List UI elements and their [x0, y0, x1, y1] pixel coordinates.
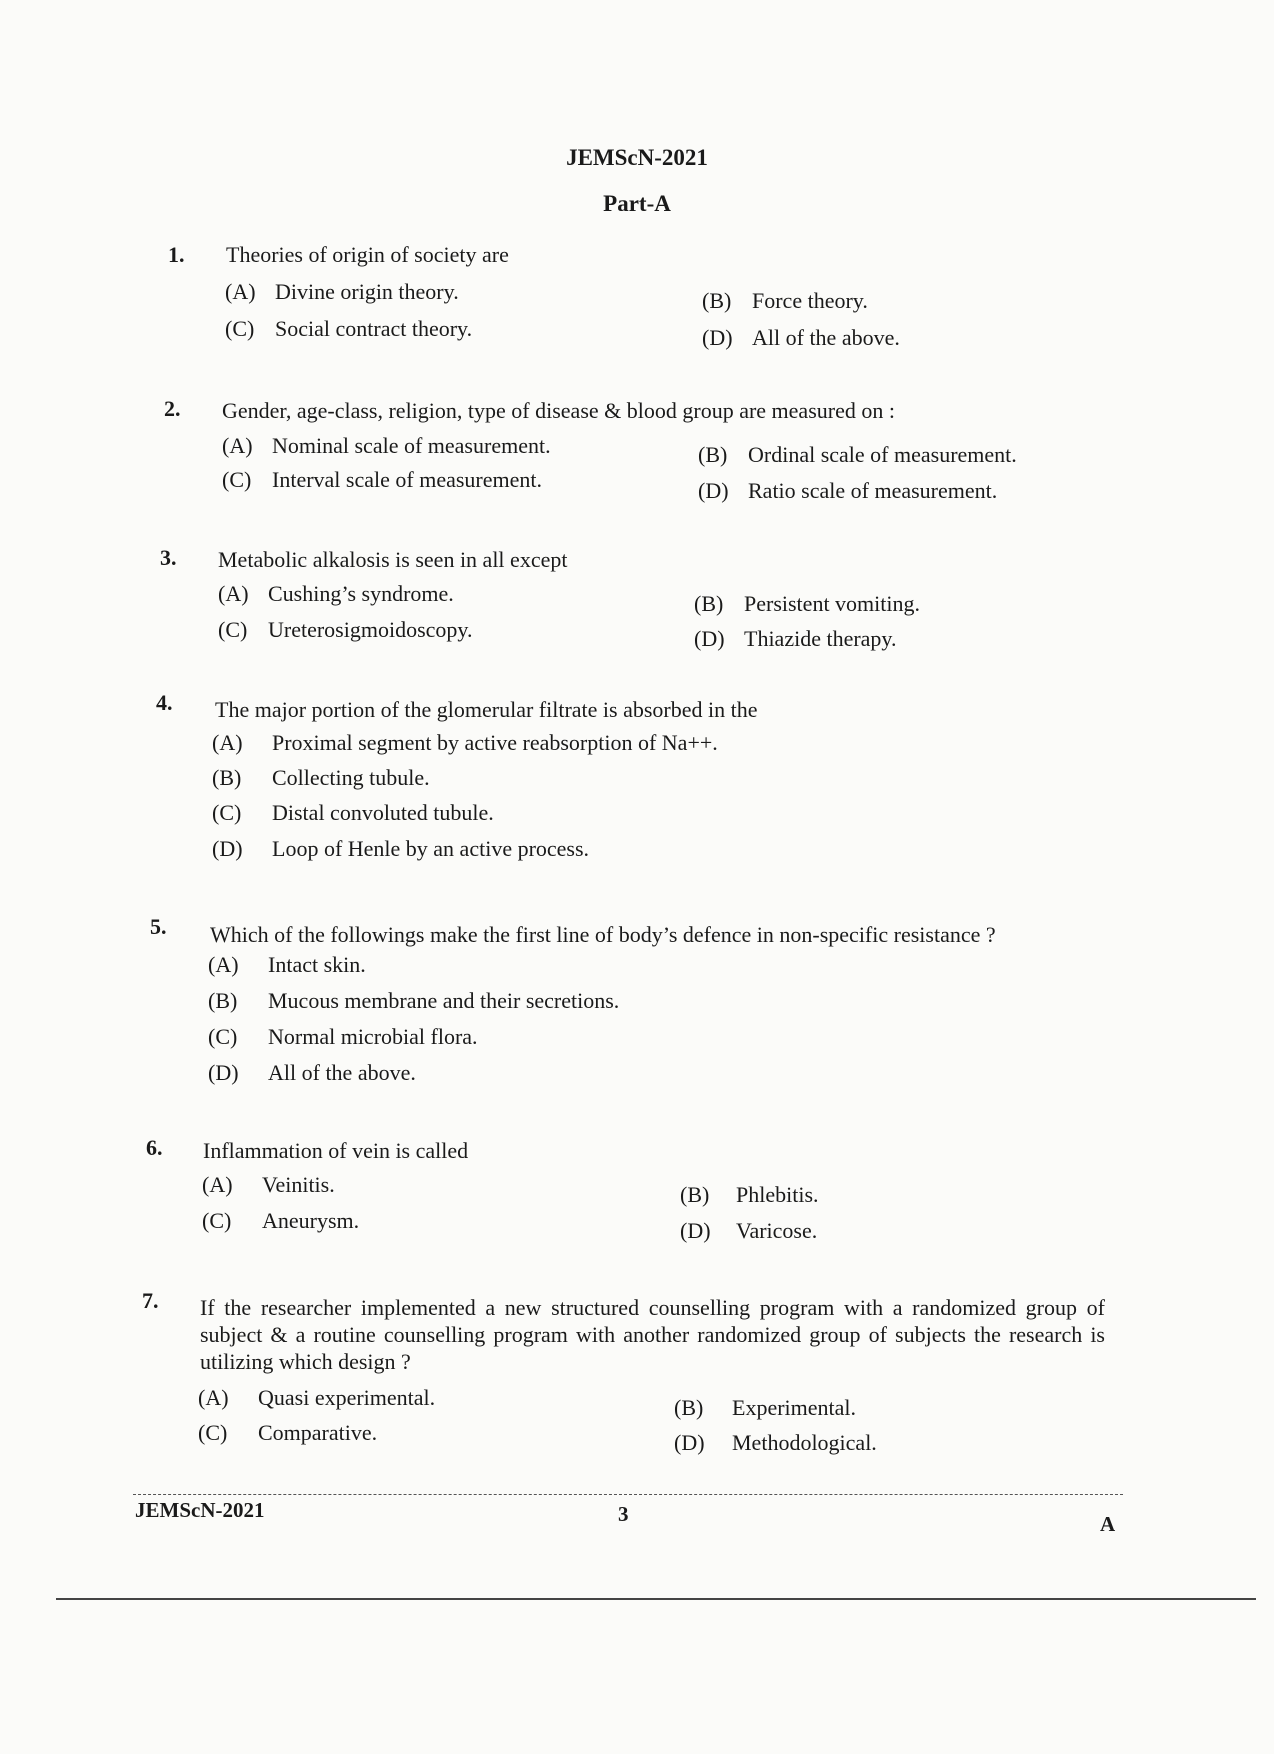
- option-b: [680, 1182, 819, 1208]
- option-a: [212, 730, 718, 756]
- option-b: [208, 988, 619, 1014]
- option-label: (A): [208, 952, 239, 977]
- option-text: Mucous membrane and their secretions.: [268, 988, 620, 1013]
- option-d: [694, 626, 897, 652]
- question-number: 6.: [146, 1135, 163, 1160]
- option-text: Quasi experimental.: [258, 1385, 436, 1410]
- question-number: 7.: [142, 1288, 159, 1313]
- option-text: Persistent vomiting.: [744, 591, 920, 616]
- option-label: (B): [680, 1182, 710, 1207]
- option-text: Social contract theory.: [275, 316, 473, 341]
- option-label: (A): [222, 433, 253, 458]
- question-text: The major portion of the glomerular filtrate is absorbed in the: [215, 697, 758, 722]
- option-d: [674, 1430, 877, 1456]
- option-b: [702, 288, 868, 314]
- question-number: 1.: [168, 242, 185, 267]
- option-label: (C): [198, 1420, 228, 1445]
- option-a: [225, 279, 459, 305]
- option-label: (C): [218, 617, 248, 642]
- option-label: (A): [225, 279, 256, 304]
- booklet-set: A: [1100, 1512, 1116, 1536]
- option-label: (D): [694, 626, 725, 651]
- question-text: Theories of origin of society are: [226, 242, 509, 267]
- option-text: Ratio scale of measurement.: [748, 478, 998, 503]
- option-label: (B): [698, 442, 728, 467]
- option-label: (D): [208, 1060, 239, 1085]
- option-d: [698, 478, 997, 504]
- option-c: [225, 316, 472, 342]
- option-label: (C): [208, 1024, 238, 1049]
- option-label: (B): [208, 988, 238, 1013]
- option-label: (D): [698, 478, 729, 503]
- option-text: Interval scale of measurement.: [272, 467, 542, 492]
- option-text: Experimental.: [732, 1395, 857, 1420]
- option-a: [198, 1385, 435, 1411]
- option-d: [680, 1218, 817, 1244]
- option-text: All of the above.: [268, 1060, 416, 1085]
- option-text: Nominal scale of measurement.: [272, 433, 551, 458]
- option-text: Loop of Henle by an active process.: [272, 836, 590, 861]
- option-d: [702, 325, 900, 351]
- question-number: 4.: [156, 690, 173, 715]
- footer-paper-code: JEMScN-2021: [135, 1498, 265, 1522]
- option-text: Methodological.: [732, 1430, 877, 1455]
- option-text: Veinitis.: [262, 1172, 335, 1197]
- question-number: 3.: [160, 545, 177, 570]
- option-c: [198, 1420, 377, 1446]
- option-c: [202, 1208, 359, 1234]
- option-text: Intact skin.: [268, 952, 366, 977]
- option-label: (C): [212, 800, 242, 825]
- option-a: [222, 433, 551, 459]
- option-c: [212, 800, 494, 826]
- option-text: Ordinal scale of measurement.: [748, 442, 1017, 467]
- option-label: (A): [202, 1172, 233, 1197]
- option-text: All of the above.: [752, 325, 900, 350]
- option-text: Force theory.: [752, 288, 868, 313]
- option-label: (A): [218, 581, 249, 606]
- option-c: [218, 617, 472, 643]
- option-d: [208, 1060, 416, 1086]
- question-number: 2.: [164, 396, 181, 421]
- option-text: Normal microbial flora.: [268, 1024, 478, 1049]
- option-text: Varicose.: [736, 1218, 818, 1243]
- question-text: Inflammation of vein is called: [203, 1138, 469, 1163]
- question-text: Which of the followings make the first line of body’s defence in non-specific resistance ?: [210, 922, 996, 947]
- option-label: (D): [212, 836, 243, 861]
- option-label: (B): [674, 1395, 704, 1420]
- option-text: Proximal segment by active reabsorption of Na++.: [272, 730, 718, 755]
- option-a: [208, 952, 366, 978]
- option-label: (D): [702, 325, 733, 350]
- option-c: [222, 467, 542, 493]
- footer-divider: [133, 1494, 1123, 1495]
- option-b: [674, 1395, 856, 1421]
- option-label: (C): [225, 316, 255, 341]
- option-label: (A): [198, 1385, 229, 1410]
- option-label: (B): [702, 288, 732, 313]
- option-text: Ureterosigmoidoscopy.: [268, 617, 473, 642]
- option-label: (C): [202, 1208, 232, 1233]
- option-a: [218, 581, 454, 607]
- question-text: Gender, age-class, religion, type of disease & blood group are measured on :: [222, 398, 895, 423]
- option-text: Distal convoluted tubule.: [272, 800, 494, 825]
- option-a: [202, 1172, 335, 1198]
- option-label: (B): [694, 591, 724, 616]
- option-b: [694, 591, 920, 617]
- part-heading: Part-A: [603, 191, 671, 216]
- option-text: Cushing’s syndrome.: [268, 581, 454, 606]
- question-text: Metabolic alkalosis is seen in all except: [218, 547, 568, 572]
- page-number: 3: [618, 1502, 629, 1526]
- option-b: [698, 442, 1017, 468]
- option-text: Phlebitis.: [736, 1182, 819, 1207]
- option-text: Aneurysm.: [262, 1208, 360, 1233]
- option-text: Thiazide therapy.: [744, 626, 897, 651]
- option-text: Divine origin theory.: [275, 279, 459, 304]
- option-text: Comparative.: [258, 1420, 378, 1445]
- option-b: [212, 765, 430, 791]
- option-label: (A): [212, 730, 243, 755]
- bottom-divider: [56, 1598, 1256, 1600]
- option-d: [212, 836, 589, 862]
- option-label: (D): [674, 1430, 705, 1455]
- option-label: (B): [212, 765, 242, 790]
- question-number: 5.: [150, 914, 167, 939]
- option-c: [208, 1024, 478, 1050]
- question-text: If the researcher implemented a new structured counselling program with a randomized group of subject & a routine counselling program with another randomized group of subjects the research is utilizing which design ?: [200, 1295, 1105, 1374]
- option-label: (D): [680, 1218, 711, 1243]
- paper-title: JEMScN-2021: [566, 145, 708, 170]
- option-label: (C): [222, 467, 252, 492]
- option-text: Collecting tubule.: [272, 765, 430, 790]
